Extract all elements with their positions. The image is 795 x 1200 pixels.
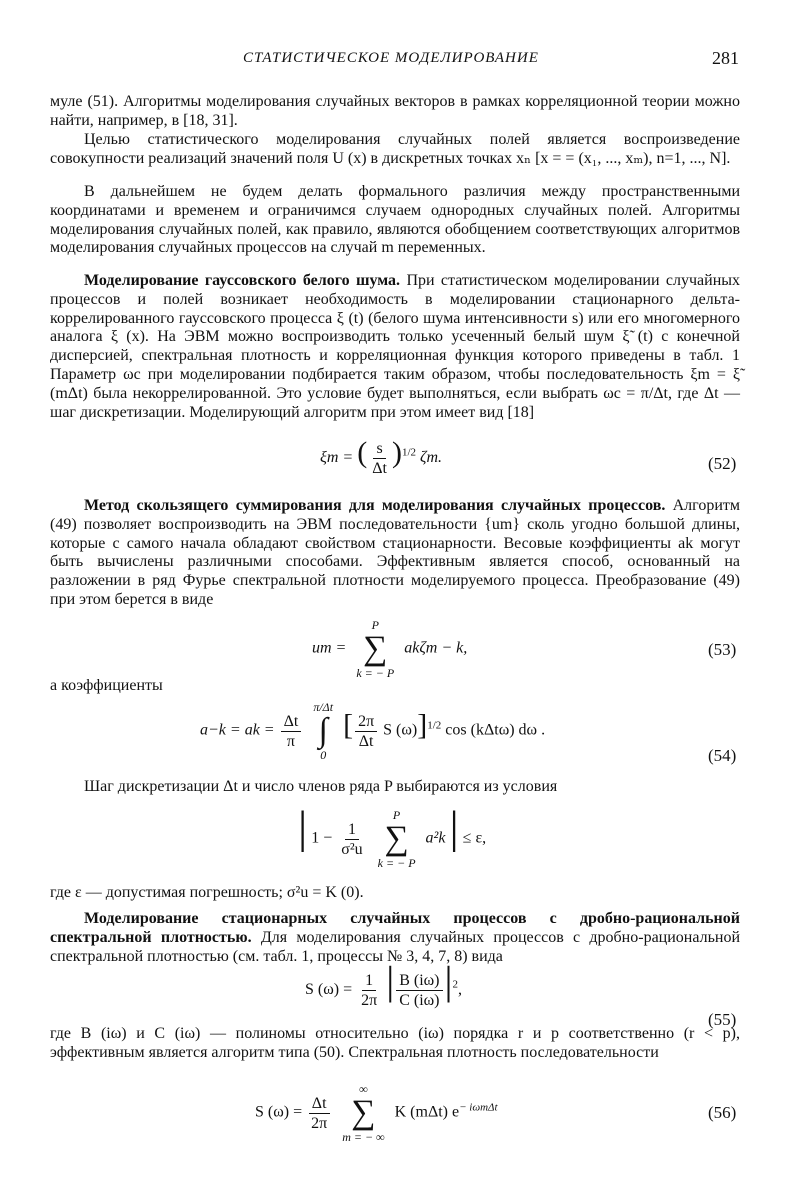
- paragraph: а коэффициенты: [50, 677, 163, 694]
- paragraph-body: Алгоритм (49) позволяет воспроизводить на ЭВМ последовательности {um} сколь угодно большой длины, которые с самого начала обладают свойством стационарности. Весовые коэффициенты ak могут быть вычислены различными способами. Эффективным является способ, основанный на разложении в ряд Фурье спектральной плотности моделируемого процесса. Преобразование (49) при этом берется в виде: [50, 497, 740, 608]
- paragraph: [50, 497, 740, 610]
- equation-53: um = P ∑ k = − P akζm − k,: [312, 618, 468, 680]
- sum-operator: ∞ ∑ m = − ∞: [342, 1082, 385, 1144]
- fraction: $\frac{s}{\Delta t}$: [372, 439, 387, 477]
- fraction: $\frac{B (i\omega)}{C (i\omega)}$: [396, 971, 442, 1010]
- fraction: $\frac{\Delta t}{\pi}$: [281, 712, 302, 751]
- equation-number: (52): [708, 454, 737, 473]
- fraction: $\frac{2\pi}{\Delta t}$: [355, 712, 377, 751]
- section-heading: Метод скользящего суммирования для моделирования случайных процессов.: [84, 497, 666, 514]
- paragraph: где ε — допустимая погрешность; σ²u = K (0).: [50, 884, 364, 901]
- integral-operator: π/Δt ∫ 0: [313, 700, 334, 762]
- paragraph: В дальнейшем не будем делать формального различия между пространственными координатами и временем и ограничимся случаем однородных случайных полей. Алгоритмы моделирования случайных полей, как правило, являются обобщением соответствующих алгоритмов моделирования случайных процессов на случай m переменных.: [50, 183, 740, 257]
- paragraph-body: Для моделирования случайных процессов с дробно-рациональной спектральной плотностью (см. табл. 1, процессы № 3, 4, 7, 8) вида: [50, 928, 741, 965]
- fraction: $\frac{1}{\text{σ²u}}$: [341, 820, 363, 858]
- section-heading: Моделирование стационарных случайных процессов с дробно-рациональной спектральной плотностью.: [50, 910, 740, 946]
- equation-number: (53): [708, 640, 737, 659]
- sum-operator: P ∑ k = − P: [356, 618, 395, 680]
- paragraph: Целью статистического моделирования случайных полей является воспроизведение совокупности реализаций значений поля U (x) в дискретных точках xₙ [x = = (x₁, ..., xₘ), n=1, ..., N].: [50, 131, 740, 167]
- equation-number: (54): [708, 746, 737, 765]
- sum-operator: P ∑ k = − P: [377, 808, 416, 870]
- paragraph: муле (51). Алгоритмы моделирования случайных векторов в рамках корреляционной теории можно найти, например, в [18, 31].: [50, 93, 740, 129]
- running-title: СТАТИСТИЧЕСКОЕ МОДЕЛИРОВАНИЕ: [243, 50, 539, 66]
- equation-56: S (ω) = $\frac{\Delta t}{2\pi}$ ∞ ∑ m = − ∞ K (mΔt) $e^{- i\omega m\Delta t}$: [255, 1082, 498, 1144]
- equation-55: S (ω) = $\frac{1}{2\pi}$ | $\frac{B (i\omega)}{C (i\omega)}$ $|^2$,: [305, 958, 463, 1009]
- equation-number: (56): [708, 1103, 737, 1122]
- running-header: [0, 50, 795, 72]
- equation-number: (55): [708, 1010, 737, 1029]
- fraction: $\frac{1}{2\pi}$: [361, 971, 378, 1009]
- paragraph: где B (iω) и C (iω) — полиномы относительно (iω) порядка r и p соответственно (r < p), эффективным является алгоритм типа (50). Спектральная плотность последовательности: [50, 1025, 740, 1061]
- section-heading: Моделирование гауссовского белого шума.: [84, 272, 401, 289]
- page-number: 281: [712, 48, 739, 68]
- equation-54: a−k = ak = $\frac{\Delta t}{\pi}$ π/Δt ∫ 0 [ $\frac{2\pi}{\Delta t}$ S (ω)]$^{1/2}$ cos (kΔtω) dω .: [200, 700, 546, 762]
- fraction: $\frac{\Delta t}{2\pi}$: [308, 1094, 330, 1133]
- paragraph-body: При статистическом моделировании случайных процессов и полей возникает необходимость в моделировании стационарного дельта-коррелированного гауссовского процесса ξ (t) (белого шума интенсивности s) или его многомерного аналога ξ (x). На ЭВМ можно воспроизводить только усеченный белый шум ξ̃ (t) с конечной дисперсией, спектральная плотность и корреляционная функция которого приведены в табл. 1 Параметр ωc при моделировании подбирается таким образом, чтобы последовательность ξm = ξ̃ (mΔt) была некоррелированной. Это условие будет выполняться, если выбрать ωc = π/Δt, где Δt — шаг дискретизации. Моделирующий алгоритм при этом имеет вид [18]: [50, 272, 741, 421]
- accuracy-condition: | 1 − $\frac{1}{\text{σ²u}}$ P ∑ k = − P a²k | ≤ ε,: [298, 801, 487, 870]
- equation-52: ξm = ( $\frac{s}{\Delta t}$ )$^{1/2}$ ζm.: [320, 436, 443, 477]
- paragraph: [50, 910, 740, 966]
- paragraph: Шаг дискретизации Δt и число членов ряда P выбираются из условия: [84, 778, 558, 795]
- paragraph: [50, 272, 740, 422]
